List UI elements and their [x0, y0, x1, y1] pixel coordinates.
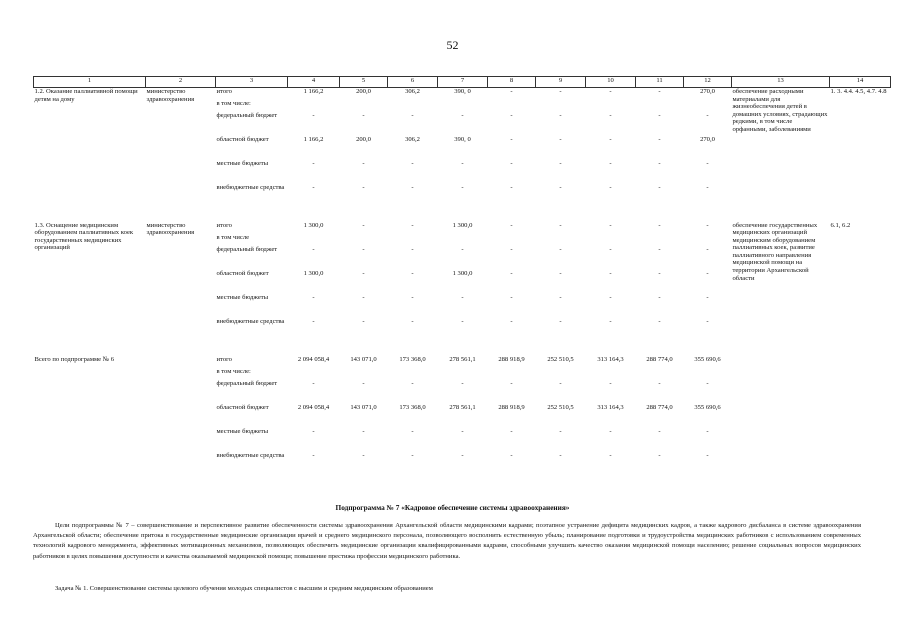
funding-value: -	[706, 317, 709, 325]
col-number: 4	[288, 77, 340, 88]
funding-value: -	[510, 293, 513, 301]
target-indicators: 1. 3. 4.4. 4.5, 4.7. 4.8	[830, 88, 887, 95]
funding-value: -	[559, 317, 562, 325]
funding-value: -	[362, 427, 365, 435]
funding-value: -	[362, 269, 365, 277]
funding-value	[488, 100, 536, 112]
measure-name: 1.3. Оснащение медицинским оборудованием паллиативных коек государственных медицинских организаций	[34, 221, 134, 252]
funding-value: -	[706, 427, 709, 435]
funding-value	[586, 368, 636, 380]
funding-value: 1 300,0	[452, 221, 473, 229]
column-number-row	[34, 77, 891, 88]
paragraph-text: Цели подпрограммы № 7 – совершенствование и перспективное развитие обеспеченности системы здравоохранения Архангельской области медицинскими кадрами; поэтапное устранение дефицита медицинских кадров, а также кадрового дисбаланса в системе здравоохранения Архангельской области; обеспечение притока в государственные медицинские организации врачей и среднего медицинского персонала, позволяющего восполнить естественную убыль; планирование подготовки и трудоустройства медицинских работников с использованием современных технологий кадрового менеджмента, эффективных мотивационных механизмов, позволяющих обеспечить медицинские организации квалифицированными кадрами, способными улучшить качество оказания медицинской помощи населению; решение социальных вопросов медицинских работников в целях повышения доступности и качества оказываемой медицинской помощи; повышение престижа профессии медицинского работника.	[33, 522, 861, 560]
funding-value: 143 071,0	[350, 403, 377, 411]
funding-value: -	[362, 183, 365, 191]
funding-value: -	[362, 379, 365, 387]
funding-value: -	[312, 293, 315, 301]
col-number: 7	[438, 77, 488, 88]
funding-value	[488, 234, 536, 246]
funding-value: -	[658, 317, 661, 325]
funding-value	[636, 100, 684, 112]
funding-value: -	[706, 269, 709, 277]
funding-value: -	[510, 269, 513, 277]
funding-value: -	[510, 427, 513, 435]
funding-value	[340, 100, 388, 112]
task-heading: Задача № 1. Совершенствование системы целевого обучения молодых специалистов с высшим и средним медицинским образованием	[55, 585, 433, 592]
funding-value: 355 690,6	[694, 403, 721, 411]
funding-value: -	[609, 135, 612, 143]
funding-value: 252 510,5	[547, 355, 574, 363]
funding-value: -	[411, 379, 414, 387]
funding-value: -	[658, 221, 661, 229]
funding-value: -	[461, 451, 464, 459]
funding-value: -	[411, 221, 414, 229]
funding-value: -	[609, 183, 612, 191]
funding-value: -	[461, 293, 464, 301]
funding-source: в том числе:	[216, 367, 251, 375]
funding-value: -	[411, 317, 414, 325]
funding-value: -	[461, 427, 464, 435]
funding-source: федеральный бюджет	[216, 111, 278, 119]
funding-value: -	[706, 183, 709, 191]
funding-value: -	[609, 111, 612, 119]
funding-value	[586, 234, 636, 246]
funding-value: -	[411, 159, 414, 167]
funding-value	[288, 100, 340, 112]
funding-value: -	[658, 293, 661, 301]
funding-value: -	[411, 293, 414, 301]
funding-value: -	[559, 111, 562, 119]
funding-source: федеральный бюджет	[216, 245, 278, 253]
funding-value: -	[559, 221, 562, 229]
funding-value: -	[510, 245, 513, 253]
funding-value: -	[312, 245, 315, 253]
funding-value: -	[706, 293, 709, 301]
executor: министерство здравоохранения	[146, 88, 195, 103]
funding-value: -	[706, 159, 709, 167]
funding-value: -	[706, 111, 709, 119]
funding-source: итого	[216, 221, 232, 229]
funding-value: -	[658, 183, 661, 191]
funding-value: -	[559, 427, 562, 435]
col-number: 10	[586, 77, 636, 88]
funding-value: -	[510, 221, 513, 229]
funding-value: -	[559, 135, 562, 143]
funding-value: -	[559, 379, 562, 387]
funding-value: 278 561,1	[449, 355, 476, 363]
funding-value: -	[559, 159, 562, 167]
funding-value: -	[510, 317, 513, 325]
funding-value	[684, 100, 732, 112]
funding-value: -	[312, 183, 315, 191]
funding-source: в том числе:	[216, 99, 251, 107]
funding-source: федеральный бюджет	[216, 379, 278, 387]
funding-value	[340, 234, 388, 246]
funding-value: -	[559, 293, 562, 301]
funding-value: -	[312, 427, 315, 435]
funding-source: внебюджетные средства	[216, 317, 285, 325]
funding-value: 288 774,0	[646, 403, 673, 411]
funding-value: 355 690,6	[694, 355, 721, 363]
funding-value: -	[609, 221, 612, 229]
funding-value: 1 300,0	[452, 269, 473, 277]
funding-value: 278 561,1	[449, 403, 476, 411]
executor	[146, 356, 216, 476]
funding-source: местные бюджеты	[216, 159, 269, 167]
funding-value: -	[461, 245, 464, 253]
col-number: 3	[216, 77, 288, 88]
funding-value: -	[559, 183, 562, 191]
funding-source: местные бюджеты	[216, 293, 269, 301]
funding-value: -	[510, 88, 513, 95]
funding-value: -	[609, 379, 612, 387]
funding-value: -	[510, 159, 513, 167]
funding-value: -	[609, 159, 612, 167]
funding-value: -	[658, 451, 661, 459]
col-number: 13	[732, 77, 830, 88]
funding-value: 288 774,0	[646, 355, 673, 363]
col-number: 8	[488, 77, 536, 88]
funding-value: -	[658, 111, 661, 119]
funding-value: -	[362, 159, 365, 167]
funding-value	[388, 234, 438, 246]
funding-value: 173 368,0	[399, 355, 426, 363]
funding-value: 306,2	[405, 88, 420, 95]
funding-value: 143 071,0	[350, 355, 377, 363]
funding-value: 1 166,2	[303, 88, 324, 95]
funding-value	[438, 100, 488, 112]
funding-value: 390, 0	[454, 88, 471, 95]
funding-value: -	[559, 88, 562, 95]
funding-value	[586, 100, 636, 112]
funding-value: -	[312, 451, 315, 459]
funding-value: -	[312, 317, 315, 325]
funding-source: местные бюджеты	[216, 427, 269, 435]
funding-source: областной бюджет	[216, 403, 269, 411]
subprogram-goals-paragraph	[33, 521, 861, 562]
funding-value	[684, 368, 732, 380]
block-spacer	[34, 208, 891, 222]
funding-value	[636, 234, 684, 246]
funding-value: 1 166,2	[303, 135, 324, 143]
funding-value	[636, 368, 684, 380]
funding-source: итого	[216, 355, 232, 363]
funding-value: -	[609, 269, 612, 277]
funding-value: -	[658, 269, 661, 277]
col-number: 11	[636, 77, 684, 88]
funding-value: 306,2	[405, 135, 420, 143]
funding-value	[438, 234, 488, 246]
funding-value	[288, 368, 340, 380]
funding-value: -	[411, 111, 414, 119]
funding-value	[340, 368, 388, 380]
funding-value: -	[461, 111, 464, 119]
funding-value: -	[706, 221, 709, 229]
funding-value: -	[461, 183, 464, 191]
funding-value: 1 300,0	[303, 221, 324, 229]
page-number: 52	[446, 38, 459, 52]
funding-value: -	[362, 451, 365, 459]
funding-value: -	[362, 317, 365, 325]
funding-value: -	[658, 88, 661, 95]
funding-value: -	[706, 245, 709, 253]
funding-source: областной бюджет	[216, 135, 269, 143]
executor: министерство здравоохранения	[146, 221, 195, 237]
funding-value: -	[312, 159, 315, 167]
funding-value: -	[362, 221, 365, 229]
col-number: 14	[830, 77, 891, 88]
funding-value: 270,0	[700, 88, 715, 95]
spacer-cell	[34, 208, 891, 222]
col-number: 6	[388, 77, 438, 88]
funding-value: 288 918,9	[498, 355, 525, 363]
funding-value: 200,0	[356, 135, 371, 143]
target-indicators	[830, 356, 891, 476]
funding-value: -	[609, 427, 612, 435]
funding-value: 1 300,0	[303, 269, 324, 277]
block-spacer	[34, 342, 891, 356]
funding-value	[288, 234, 340, 246]
funding-value: -	[510, 111, 513, 119]
funding-value: -	[559, 245, 562, 253]
funding-value: -	[362, 245, 365, 253]
funding-value: 2 094 058,4	[297, 403, 330, 411]
funding-value	[388, 100, 438, 112]
col-number: 1	[34, 77, 146, 88]
funding-value: -	[411, 245, 414, 253]
funding-value: 288 918,9	[498, 403, 525, 411]
program-table	[33, 76, 891, 476]
funding-value: -	[461, 379, 464, 387]
funding-value: 200,0	[356, 88, 371, 95]
funding-value: -	[706, 451, 709, 459]
funding-value: -	[658, 245, 661, 253]
funding-value	[438, 368, 488, 380]
funding-value: -	[609, 88, 612, 95]
measure-name: Всего по подпрограмме № 6	[34, 355, 114, 363]
funding-value: -	[706, 379, 709, 387]
table-row	[34, 222, 891, 234]
funding-value: -	[411, 451, 414, 459]
funding-value: -	[510, 135, 513, 143]
funding-value: -	[362, 293, 365, 301]
funding-value: -	[658, 427, 661, 435]
funding-value	[684, 234, 732, 246]
funding-value: -	[461, 317, 464, 325]
funding-value: -	[559, 451, 562, 459]
funding-value: -	[609, 451, 612, 459]
funding-value: -	[362, 111, 365, 119]
expected-result	[732, 356, 830, 476]
funding-value: 2 094 058,4	[297, 355, 330, 363]
table-row	[34, 356, 891, 368]
funding-value: -	[312, 111, 315, 119]
funding-value: 270,0	[700, 135, 715, 143]
funding-value: -	[510, 451, 513, 459]
expected-result: обеспечение государственных медицинских организаций медицинским оборудованием паллиативных коек, развитие паллиативного направления медицинской помощи на территории Архангельской области	[732, 221, 818, 282]
table-row	[34, 88, 891, 100]
funding-value: -	[658, 135, 661, 143]
target-indicators: 6.1, 6.2	[830, 221, 851, 229]
funding-value	[536, 234, 586, 246]
funding-source: областной бюджет	[216, 269, 269, 277]
funding-value	[536, 368, 586, 380]
funding-value: -	[510, 379, 513, 387]
subprogram-title: Подпрограмма № 7 «Кадровое обеспечение системы здравоохранения»	[335, 503, 570, 512]
funding-value: 313 164,3	[597, 355, 624, 363]
col-number: 2	[146, 77, 216, 88]
funding-source: в том числе	[216, 233, 250, 241]
col-number: 12	[684, 77, 732, 88]
funding-source: итого	[216, 88, 232, 95]
funding-value: -	[312, 379, 315, 387]
funding-value: -	[609, 245, 612, 253]
funding-value: -	[559, 269, 562, 277]
funding-value: -	[609, 317, 612, 325]
funding-value: 390, 0	[454, 135, 471, 143]
funding-value: -	[461, 159, 464, 167]
funding-value: -	[658, 159, 661, 167]
funding-value: -	[658, 379, 661, 387]
funding-value	[536, 100, 586, 112]
funding-source: внебюджетные средства	[216, 183, 285, 191]
funding-value: 173 368,0	[399, 403, 426, 411]
measure-name: 1.2. Оказание паллиативной помощи детям на дому	[34, 88, 138, 103]
funding-value: -	[609, 293, 612, 301]
funding-value	[488, 368, 536, 380]
funding-value: -	[510, 183, 513, 191]
funding-value: 252 510,5	[547, 403, 574, 411]
col-number: 9	[536, 77, 586, 88]
funding-source: внебюджетные средства	[216, 451, 285, 459]
spacer-cell	[34, 342, 891, 356]
funding-value: -	[411, 427, 414, 435]
funding-value: -	[411, 269, 414, 277]
expected-result: обеспечение расходными материалами для жизнеобеспечения детей в домашних условиях, страдающих редкими, в том числе орфанными, заболеваниями	[732, 88, 828, 133]
col-number: 5	[340, 77, 388, 88]
funding-value: 313 164,3	[597, 403, 624, 411]
funding-value	[388, 368, 438, 380]
funding-value: -	[411, 183, 414, 191]
